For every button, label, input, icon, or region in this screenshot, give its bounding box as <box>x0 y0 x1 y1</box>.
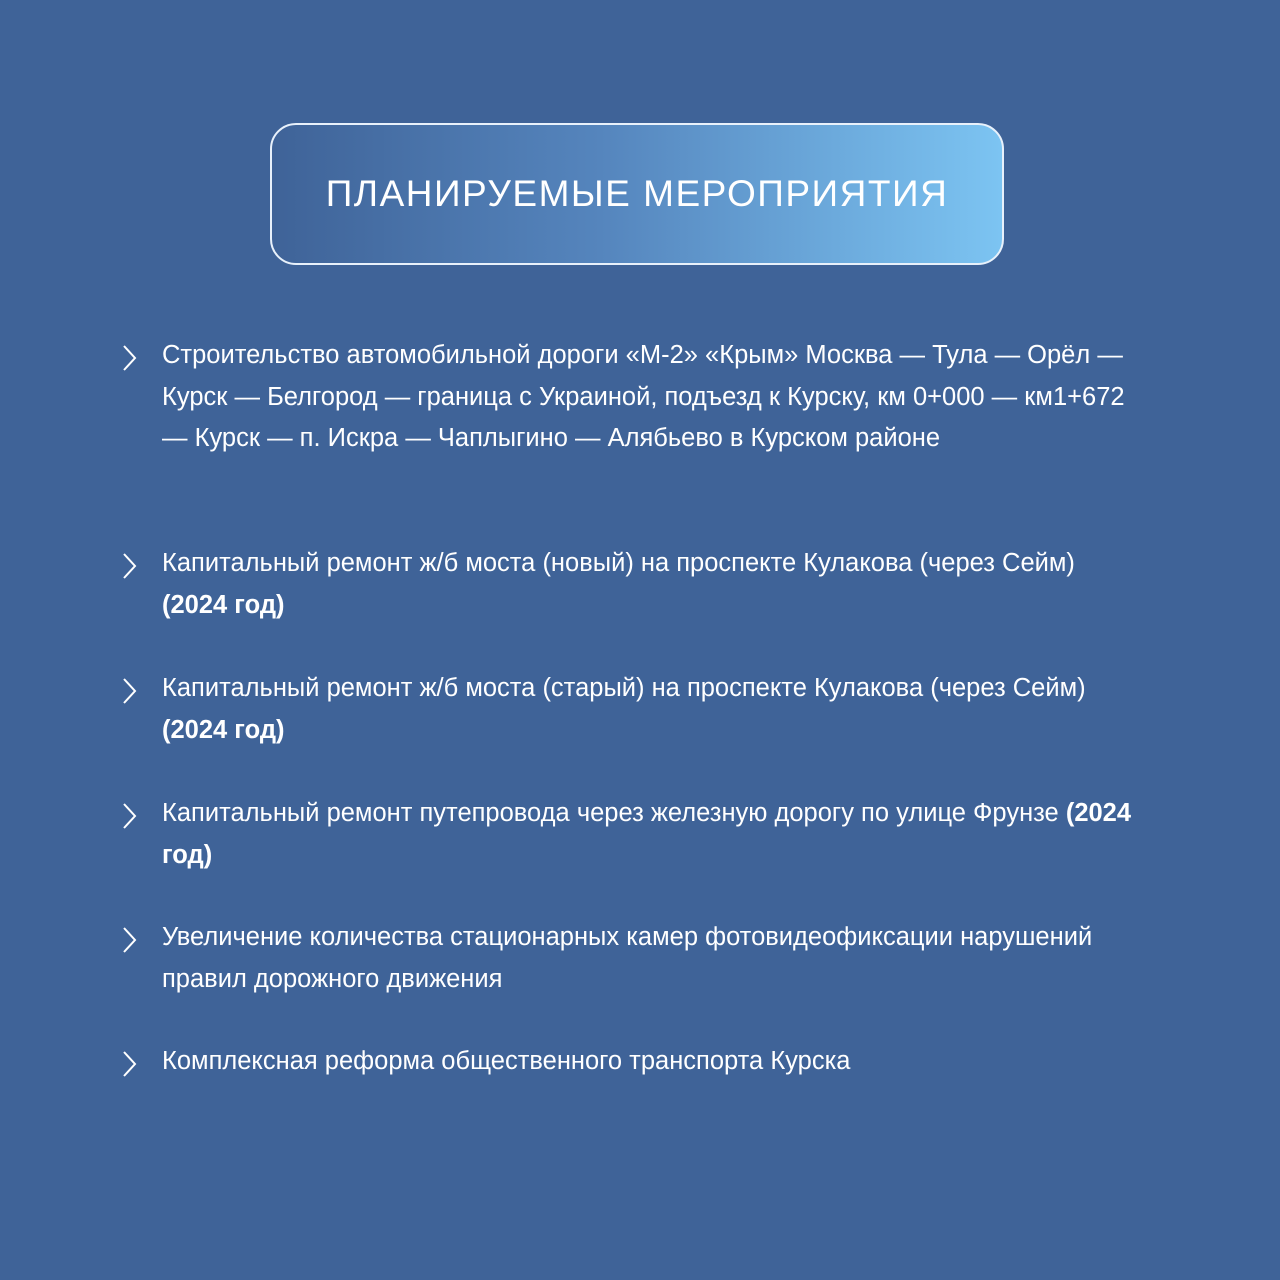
list-item-text: Капитальный ремонт ж/б моста (старый) на проспекте Кулакова (через Сейм) (2024 год) <box>162 674 1086 744</box>
list-item-text: Увеличение количества стационарных камер фотовидеофиксации нарушений правил дорожного движения <box>162 923 1093 993</box>
year-label: (2024 год) <box>162 799 1132 869</box>
chevron-right-icon <box>120 926 140 954</box>
chevron-right-icon <box>120 677 140 705</box>
list-item-text: Комплексная реформа общественного транспорта Курска <box>162 1047 851 1075</box>
list-item-text: Капитальный ремонт ж/б моста (новый) на проспекте Кулакова (через Сейм) (2024 год) <box>162 549 1075 619</box>
chevron-right-icon <box>120 344 140 372</box>
chevron-right-icon <box>120 552 140 580</box>
chevron-right-icon <box>120 802 140 830</box>
chevron-right-icon <box>120 1050 140 1078</box>
list-item-text: Капитальный ремонт путепровода через железную дорогу по улице Фрунзе (2024 год) <box>162 799 1132 869</box>
year-label: (2024 год) <box>162 590 285 619</box>
list-item-text: Строительство автомобильной дороги «М-2» «Крым» Москва — Тула — Орёл — Курск — Белгород — граница с Украиной, подъезд к Курску, км 0+000 — км1+672 — Курск — п. Искра — Чаплыгино — Алябьево в Курском районе <box>162 341 1125 452</box>
page-title: ПЛАНИРУЕМЫЕ МЕРОПРИЯТИЯ <box>325 173 949 214</box>
year-label: (2024 год) <box>162 715 285 744</box>
